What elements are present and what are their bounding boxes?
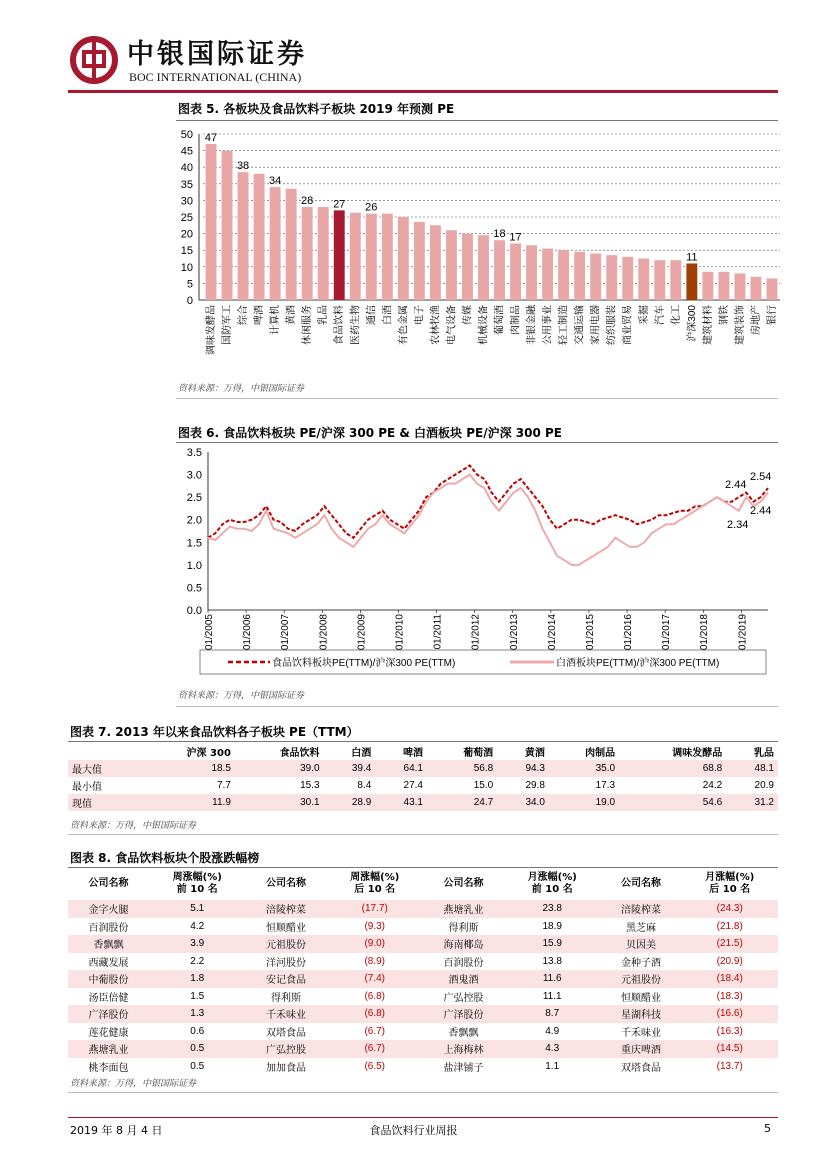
fig5-x-tick-label: 钢铁 bbox=[718, 305, 730, 325]
fig8-column-header: 公司名称 bbox=[88, 878, 129, 889]
fig8-column-header: 月涨幅(%) 后 10 名 bbox=[705, 872, 755, 895]
fig8-change-value: 23.8 bbox=[542, 903, 562, 915]
fig8-change-value: (24.3) bbox=[716, 903, 743, 915]
fig8-company-name: 贝因美 bbox=[625, 940, 656, 952]
fig7-title: 图表 7. 2013 年以来食品饮料各子板块 PE（TTM） bbox=[70, 725, 359, 739]
fig8-change-value: (13.7) bbox=[716, 1060, 743, 1072]
fig5-bar bbox=[270, 187, 281, 300]
fig7-cell: 20.9 bbox=[754, 780, 774, 791]
fig5-x-tick-label: 黄酒 bbox=[286, 305, 298, 325]
fig5-bar bbox=[398, 217, 409, 300]
fig5-bar bbox=[558, 250, 569, 300]
fig8-change-value: 15.9 bbox=[542, 938, 562, 950]
footer-date: 2019 年 8 月 4 日 bbox=[70, 1124, 163, 1137]
fig5-x-tick-label: 交通运输 bbox=[574, 305, 586, 345]
fig5-source: 资料来源：万得，中银国际证券 bbox=[178, 384, 305, 394]
boc-logo-icon bbox=[70, 36, 118, 84]
fig8-change-value: (6.7) bbox=[364, 1025, 385, 1037]
fig8-company-name: 得利斯 bbox=[270, 992, 301, 1004]
fig5-bar bbox=[542, 249, 553, 300]
table-row bbox=[68, 918, 778, 936]
fig5-bar bbox=[622, 257, 633, 300]
fig5-bar bbox=[718, 272, 729, 300]
fig6-x-tick-label: 01/2014 bbox=[546, 614, 558, 651]
fig6-annotation: 2.44 bbox=[725, 479, 747, 491]
fig6-annotation: 2.44 bbox=[750, 505, 772, 517]
fig5-y-tick-label: 20 bbox=[180, 228, 193, 241]
fig5-x-tick-label: 电子 bbox=[414, 305, 426, 325]
fig7-cell: 28.9 bbox=[351, 797, 372, 808]
fig5-data-label: 11 bbox=[686, 251, 698, 264]
fig7-cell: 15.3 bbox=[300, 780, 320, 791]
fig8-change-value: 18.9 bbox=[542, 920, 562, 932]
fig8-column-header: 月涨幅(%) 前 10 名 bbox=[527, 872, 577, 895]
fig8-company-name: 涪陵榨菜 bbox=[265, 905, 306, 917]
fig5-x-tick-label: 沪深300 bbox=[686, 305, 698, 342]
fig5-x-tick-label: 纺织服装 bbox=[606, 305, 618, 345]
fig8-change-value: 8.7 bbox=[545, 1008, 560, 1020]
fig5-x-tick-label: 建筑装饰 bbox=[734, 305, 746, 345]
fig7-cell: 54.6 bbox=[702, 797, 723, 808]
fig6-x-tick-label: 01/2005 bbox=[204, 614, 215, 651]
fig7-cell: 15.0 bbox=[473, 780, 494, 791]
fig7-cell: 48.1 bbox=[754, 763, 774, 774]
fig7-cell: 24.7 bbox=[473, 797, 494, 808]
fig8-column-header: 公司名称 bbox=[443, 878, 484, 889]
fig8-change-value: 11.6 bbox=[542, 973, 562, 985]
fig5-y-tick-label: 30 bbox=[180, 195, 193, 208]
fig8-company-name: 千禾味业 bbox=[620, 1027, 661, 1039]
fig8-change-value: 1.3 bbox=[190, 1008, 205, 1020]
fig6-x-tick-label: 01/2018 bbox=[699, 614, 711, 651]
fig7-top-rule bbox=[68, 741, 778, 742]
fig6-x-tick-label: 01/2009 bbox=[356, 614, 368, 651]
fig8-change-value: (9.3) bbox=[364, 920, 385, 932]
table-row bbox=[68, 1023, 778, 1041]
fig5-bar bbox=[366, 214, 377, 300]
fig7-column-header: 食品饮料 bbox=[279, 748, 320, 759]
fig5-bar bbox=[350, 213, 361, 300]
fig8-company-name: 西藏发展 bbox=[88, 957, 129, 969]
fig5-bar-chart bbox=[170, 122, 790, 372]
fig5-bar bbox=[574, 252, 585, 300]
fig8-company-name: 安记食品 bbox=[265, 975, 306, 987]
fig5-bar bbox=[767, 278, 778, 300]
fig7-cell: 64.1 bbox=[403, 763, 423, 774]
table-row bbox=[68, 988, 778, 1006]
fig8-company-name: 星湖科技 bbox=[620, 1010, 661, 1022]
fig8-change-value: (9.0) bbox=[364, 938, 385, 950]
fig7-column-header: 白酒 bbox=[351, 748, 372, 759]
fig7-table bbox=[68, 743, 778, 811]
fig7-cell: 29.8 bbox=[525, 780, 545, 791]
fig6-legend-label: 食品饮料板块PE(TTM)/沪深300 PE(TTM) bbox=[272, 658, 456, 669]
fig6-x-tick-label: 01/2015 bbox=[584, 614, 596, 651]
fig5-bar bbox=[206, 144, 217, 300]
fig7-column-header bbox=[68, 743, 138, 760]
table-row bbox=[68, 760, 778, 777]
fig5-bar bbox=[526, 245, 537, 300]
fig8-source: 资料来源：万得，中银国际证券 bbox=[70, 1079, 197, 1089]
fig8-company-name: 金字火腿 bbox=[88, 905, 129, 917]
fig6-y-tick-label: 1.0 bbox=[186, 559, 202, 572]
fig7-cell: 18.5 bbox=[211, 763, 231, 774]
fig5-data-label: 17 bbox=[509, 231, 522, 244]
fig8-company-name: 得利斯 bbox=[448, 922, 479, 934]
fig8-change-value: (21.8) bbox=[716, 920, 743, 932]
fig5-bar bbox=[382, 214, 393, 300]
page-header bbox=[0, 0, 827, 100]
fig5-y-tick-label: 40 bbox=[180, 162, 193, 175]
fig8-change-value: 3.9 bbox=[190, 938, 205, 950]
fig5-bar bbox=[286, 189, 297, 300]
fig5-bar bbox=[670, 260, 681, 300]
table-row bbox=[68, 777, 778, 794]
footer-divider bbox=[68, 1117, 778, 1118]
table-row bbox=[68, 1005, 778, 1023]
brand-name-cn: 中银国际证券 bbox=[127, 39, 307, 70]
fig8-change-value: 5.1 bbox=[190, 903, 205, 915]
fig6-x-tick-label: 01/2008 bbox=[318, 614, 330, 651]
fig7-cell: 34.0 bbox=[525, 797, 545, 808]
fig8-company-name: 金种子酒 bbox=[620, 957, 661, 969]
fig5-bar bbox=[606, 255, 617, 300]
fig5-bar bbox=[686, 263, 697, 300]
fig8-company-name: 桃李面包 bbox=[88, 1062, 129, 1074]
fig8-change-value: (16.6) bbox=[716, 1008, 743, 1020]
fig8-company-name: 上海梅林 bbox=[443, 1045, 484, 1057]
fig8-company-name: 重庆啤酒 bbox=[620, 1045, 661, 1057]
footer-page-number: 5 bbox=[764, 1122, 771, 1135]
fig8-company-name: 洋河股份 bbox=[265, 957, 306, 969]
fig6-line-chart bbox=[170, 444, 780, 684]
fig8-change-value: (17.7) bbox=[361, 903, 388, 915]
fig5-y-tick-label: 50 bbox=[180, 129, 193, 141]
fig5-data-label: 26 bbox=[365, 201, 378, 214]
fig5-x-tick-label: 房地产 bbox=[750, 305, 762, 335]
fig8-column-header: 周涨幅(%) 后 10 名 bbox=[350, 872, 400, 895]
fig5-x-tick-label: 国防军工 bbox=[222, 305, 234, 345]
fig8-company-name: 黑芝麻 bbox=[625, 922, 656, 934]
fig8-change-value: 11.1 bbox=[542, 990, 562, 1002]
fig8-change-value: 0.5 bbox=[190, 1043, 205, 1055]
fig6-y-tick-label: 0.0 bbox=[186, 605, 202, 617]
fig5-bar bbox=[638, 259, 649, 301]
fig6-series-baijiu bbox=[208, 475, 768, 565]
fig5-top-rule bbox=[176, 120, 778, 121]
fig5-y-tick-label: 35 bbox=[180, 178, 193, 191]
fig6-bottom-rule bbox=[176, 706, 778, 707]
fig5-bar bbox=[478, 235, 489, 300]
fig5-x-tick-label: 综合 bbox=[238, 305, 250, 325]
fig7-cell: 68.8 bbox=[702, 763, 723, 774]
fig8-change-value: (6.8) bbox=[364, 990, 385, 1002]
fig5-x-tick-label: 食品饮料 bbox=[334, 305, 346, 345]
fig6-x-tick-label: 01/2007 bbox=[280, 614, 292, 651]
fig6-x-tick-label: 01/2013 bbox=[508, 614, 520, 651]
fig5-x-tick-label: 医药生物 bbox=[350, 305, 362, 345]
fig8-table bbox=[68, 868, 778, 1075]
fig8-change-value: (20.9) bbox=[716, 955, 743, 967]
fig8-change-value: (6.8) bbox=[364, 1008, 385, 1020]
fig8-company-name: 中葡股份 bbox=[88, 975, 129, 987]
fig8-column-header: 公司名称 bbox=[265, 878, 306, 889]
fig5-x-tick-label: 轻工制造 bbox=[558, 305, 570, 345]
fig5-data-label: 47 bbox=[204, 131, 218, 144]
fig8-company-name: 百润股份 bbox=[88, 922, 129, 934]
fig8-change-value: (7.4) bbox=[364, 973, 385, 985]
fig6-y-tick-label: 2.0 bbox=[186, 514, 202, 527]
fig5-x-tick-label: 非银金融 bbox=[526, 305, 538, 345]
fig8-change-value: 4.3 bbox=[545, 1043, 560, 1055]
fig7-column-header: 调味发酵品 bbox=[672, 748, 723, 759]
fig5-y-tick-label: 25 bbox=[180, 212, 193, 224]
fig5-x-tick-label: 白酒 bbox=[382, 305, 394, 325]
fig7-column-header: 乳品 bbox=[754, 748, 774, 759]
fig5-x-tick-label: 采掘 bbox=[638, 305, 650, 325]
fig5-x-tick-label: 肉制品 bbox=[510, 305, 522, 335]
fig7-cell: 43.1 bbox=[403, 797, 423, 808]
fig5-bar bbox=[222, 151, 233, 300]
fig6-annotation: 2.34 bbox=[727, 519, 749, 531]
fig8-change-value: 1.5 bbox=[190, 990, 205, 1002]
fig5-x-tick-label: 乳品 bbox=[318, 305, 330, 325]
fig8-company-name: 广泽股份 bbox=[443, 1010, 484, 1022]
fig6-y-tick-label: 3.0 bbox=[186, 469, 202, 482]
fig5-x-tick-label: 公用事业 bbox=[542, 305, 554, 345]
fig5-bar bbox=[751, 277, 762, 300]
fig6-series-food-beverage bbox=[208, 466, 768, 538]
fig5-bar bbox=[510, 244, 521, 300]
table-row bbox=[68, 970, 778, 988]
fig5-x-tick-label: 建筑材料 bbox=[702, 305, 714, 345]
fig7-cell: 56.8 bbox=[473, 763, 494, 774]
fig6-x-tick-label: 01/2011 bbox=[432, 614, 444, 650]
fig8-change-value: 2.2 bbox=[190, 955, 205, 967]
fig5-bar bbox=[702, 272, 713, 300]
fig5-x-tick-label: 农林牧渔 bbox=[430, 305, 442, 345]
fig7-cell: 24.2 bbox=[702, 780, 723, 791]
fig8-company-name: 盐津铺子 bbox=[443, 1062, 484, 1074]
fig6-x-tick-label: 01/2010 bbox=[394, 614, 406, 651]
fig7-cell: 35.0 bbox=[595, 763, 616, 774]
fig8-company-name: 加加食品 bbox=[265, 1062, 306, 1074]
fig5-x-tick-label: 有色金属 bbox=[398, 305, 410, 345]
fig7-row-label: 最大值 bbox=[72, 765, 102, 776]
fig6-y-tick-label: 1.5 bbox=[186, 537, 202, 550]
header-divider bbox=[68, 90, 778, 93]
fig6-source: 资料来源：万得，中银国际证券 bbox=[178, 691, 305, 701]
fig8-change-value: 1.8 bbox=[190, 973, 205, 985]
fig8-column-header: 周涨幅(%) 前 10 名 bbox=[172, 872, 222, 895]
footer-report-name: 食品饮料行业周报 bbox=[369, 1124, 458, 1137]
fig6-y-tick-label: 2.5 bbox=[186, 492, 202, 505]
fig5-bar bbox=[302, 207, 313, 300]
fig7-cell: 30.1 bbox=[300, 797, 320, 808]
fig7-cell: 8.4 bbox=[357, 780, 372, 791]
fig5-title: 图表 5. 各板块及食品饮料子板块 2019 年预测 PE bbox=[178, 102, 455, 116]
fig5-x-tick-label: 计算机 bbox=[270, 305, 282, 335]
fig8-change-value: (6.7) bbox=[364, 1043, 385, 1055]
fig5-bottom-rule bbox=[176, 398, 778, 399]
fig8-company-name: 香飘飘 bbox=[448, 1027, 479, 1039]
fig5-x-tick-label: 电气设备 bbox=[446, 305, 458, 345]
table-row bbox=[68, 1040, 778, 1058]
fig6-annotation: 2.54 bbox=[750, 471, 772, 483]
fig8-company-name: 海南椰岛 bbox=[443, 940, 484, 952]
fig8-company-name: 广弘控股 bbox=[443, 992, 484, 1004]
table-row bbox=[68, 794, 778, 811]
fig7-cell: 39.4 bbox=[351, 763, 372, 774]
fig7-cell: 27.4 bbox=[403, 780, 423, 791]
fig5-bar bbox=[462, 234, 473, 300]
fig5-y-tick-label: 10 bbox=[180, 261, 193, 274]
table-row bbox=[68, 1058, 778, 1076]
fig5-bar bbox=[654, 260, 665, 300]
fig5-x-tick-label: 调味发酵品 bbox=[206, 305, 218, 355]
fig7-column-header: 沪深 300 bbox=[186, 748, 231, 759]
fig8-change-value: 4.9 bbox=[545, 1025, 560, 1037]
fig5-bar bbox=[318, 207, 329, 300]
fig8-company-name: 元祖股份 bbox=[620, 975, 661, 987]
fig5-bar bbox=[446, 230, 457, 300]
fig6-x-tick-label: 01/2017 bbox=[661, 614, 673, 651]
fig8-company-name: 香飘飘 bbox=[93, 940, 124, 952]
fig8-change-value: (16.3) bbox=[716, 1025, 743, 1037]
fig5-bar bbox=[238, 172, 249, 300]
fig5-bar bbox=[590, 254, 601, 300]
fig5-data-label: 28 bbox=[301, 195, 314, 208]
fig8-change-value: 13.8 bbox=[542, 955, 562, 967]
fig8-company-name: 广弘控股 bbox=[265, 1045, 306, 1057]
fig7-row-label: 现值 bbox=[72, 799, 92, 810]
fig7-cell: 17.3 bbox=[595, 780, 616, 791]
fig7-cell: 11.9 bbox=[212, 797, 231, 808]
fig8-change-value: (6.5) bbox=[364, 1060, 385, 1072]
fig5-y-tick-label: 45 bbox=[180, 145, 193, 158]
fig8-company-name: 燕塘乳业 bbox=[88, 1045, 129, 1057]
fig8-company-name: 汤臣倍健 bbox=[88, 992, 129, 1004]
fig8-company-name: 双塔食品 bbox=[265, 1027, 306, 1039]
fig8-company-name: 莲花健康 bbox=[88, 1027, 129, 1039]
fig5-bar bbox=[254, 174, 265, 300]
fig7-cell: 31.2 bbox=[754, 797, 774, 808]
fig7-column-header: 肉制品 bbox=[585, 748, 616, 759]
fig7-column-header: 啤酒 bbox=[403, 748, 423, 759]
fig8-title: 图表 8. 食品饮料板块个股涨跌幅榜 bbox=[70, 851, 260, 865]
fig8-company-name: 恒顺醋业 bbox=[265, 922, 306, 934]
fig8-company-name: 广泽股份 bbox=[88, 1010, 129, 1022]
fig6-x-tick-label: 01/2012 bbox=[470, 614, 482, 651]
table-row bbox=[68, 953, 778, 971]
fig8-change-value: 1.1 bbox=[545, 1060, 560, 1072]
fig8-company-name: 燕塘乳业 bbox=[443, 905, 484, 917]
fig7-cell: 94.3 bbox=[525, 763, 545, 774]
fig6-x-tick-label: 01/2006 bbox=[242, 614, 254, 651]
fig8-header-row bbox=[68, 868, 778, 900]
table-row bbox=[68, 900, 778, 918]
fig5-x-tick-label: 通信 bbox=[366, 305, 378, 325]
fig5-y-tick-label: 5 bbox=[186, 278, 193, 291]
fig6-top-rule bbox=[176, 442, 778, 443]
fig7-source: 资料来源：万得，中银国际证券 bbox=[70, 821, 197, 831]
fig5-data-label: 27 bbox=[333, 198, 346, 211]
fig7-cell: 19.0 bbox=[595, 797, 616, 808]
fig8-company-name: 酒鬼酒 bbox=[448, 975, 479, 987]
fig5-x-tick-label: 家用电器 bbox=[590, 305, 602, 345]
fig5-bar bbox=[494, 240, 505, 300]
fig6-legend-label: 白酒板块PE(TTM)/沪深300 PE(TTM) bbox=[556, 658, 720, 669]
fig8-company-name: 元祖股份 bbox=[265, 940, 306, 952]
fig6-title: 图表 6. 食品饮料板块 PE/沪深 300 PE & 白酒板块 PE/沪深 300 PE bbox=[178, 426, 562, 440]
fig5-x-tick-label: 汽车 bbox=[654, 304, 666, 325]
fig5-x-tick-label: 银行 bbox=[766, 305, 778, 325]
fig7-column-header: 葡萄酒 bbox=[463, 748, 494, 759]
fig8-change-value: 0.6 bbox=[190, 1025, 205, 1037]
fig5-data-label: 18 bbox=[493, 228, 506, 241]
fig8-company-name: 百润股份 bbox=[443, 957, 484, 969]
fig6-y-tick-label: 3.5 bbox=[186, 447, 202, 459]
fig5-bar bbox=[334, 210, 345, 300]
fig8-change-value: 0.5 bbox=[190, 1060, 205, 1072]
fig5-x-tick-label: 休闲服务 bbox=[302, 305, 314, 345]
table-row bbox=[68, 935, 778, 953]
fig5-x-tick-label: 机械设备 bbox=[478, 305, 490, 345]
fig8-change-value: (18.3) bbox=[716, 990, 743, 1002]
fig8-change-value: (14.5) bbox=[716, 1043, 743, 1055]
fig5-data-label: 38 bbox=[236, 160, 250, 173]
fig5-x-tick-label: 商业贸易 bbox=[622, 305, 634, 345]
fig8-bottom-rule bbox=[68, 1092, 778, 1093]
fig7-bottom-rule bbox=[68, 834, 778, 835]
fig5-bar bbox=[414, 222, 425, 300]
fig5-bar bbox=[734, 273, 745, 300]
fig5-x-tick-label: 啤酒 bbox=[254, 305, 266, 325]
fig5-bar bbox=[430, 225, 441, 300]
fig5-x-tick-label: 葡萄酒 bbox=[494, 305, 506, 335]
fig8-change-value: (8.9) bbox=[364, 955, 385, 967]
fig5-x-tick-label: 传媒 bbox=[462, 305, 474, 325]
fig5-data-label: 34 bbox=[269, 175, 282, 188]
fig6-x-tick-label: 01/2019 bbox=[737, 614, 749, 651]
fig8-company-name: 千禾味业 bbox=[265, 1010, 306, 1022]
fig5-y-tick-label: 0 bbox=[186, 295, 193, 307]
fig7-header-row bbox=[68, 743, 778, 760]
fig8-change-value: (18.4) bbox=[716, 973, 743, 985]
fig8-column-header: 公司名称 bbox=[620, 878, 661, 889]
fig7-row-label: 最小值 bbox=[72, 782, 102, 793]
fig8-change-value: (21.5) bbox=[716, 938, 743, 950]
fig8-change-value: 4.2 bbox=[190, 920, 205, 932]
fig8-company-name: 涪陵榨菜 bbox=[620, 905, 661, 917]
fig6-x-tick-label: 01/2016 bbox=[623, 614, 635, 651]
fig8-company-name: 恒顺醋业 bbox=[620, 992, 661, 1004]
fig6-y-tick-label: 0.5 bbox=[186, 582, 202, 595]
fig5-x-tick-label: 化工 bbox=[670, 305, 682, 325]
fig5-y-tick-label: 15 bbox=[180, 245, 193, 258]
fig8-company-name: 双塔食品 bbox=[620, 1062, 661, 1074]
brand-name-en: BOC INTERNATIONAL (CHINA) bbox=[129, 70, 302, 84]
fig7-cell: 39.0 bbox=[300, 763, 320, 774]
fig7-cell: 7.7 bbox=[217, 780, 231, 791]
fig7-column-header: 黄酒 bbox=[524, 748, 545, 759]
